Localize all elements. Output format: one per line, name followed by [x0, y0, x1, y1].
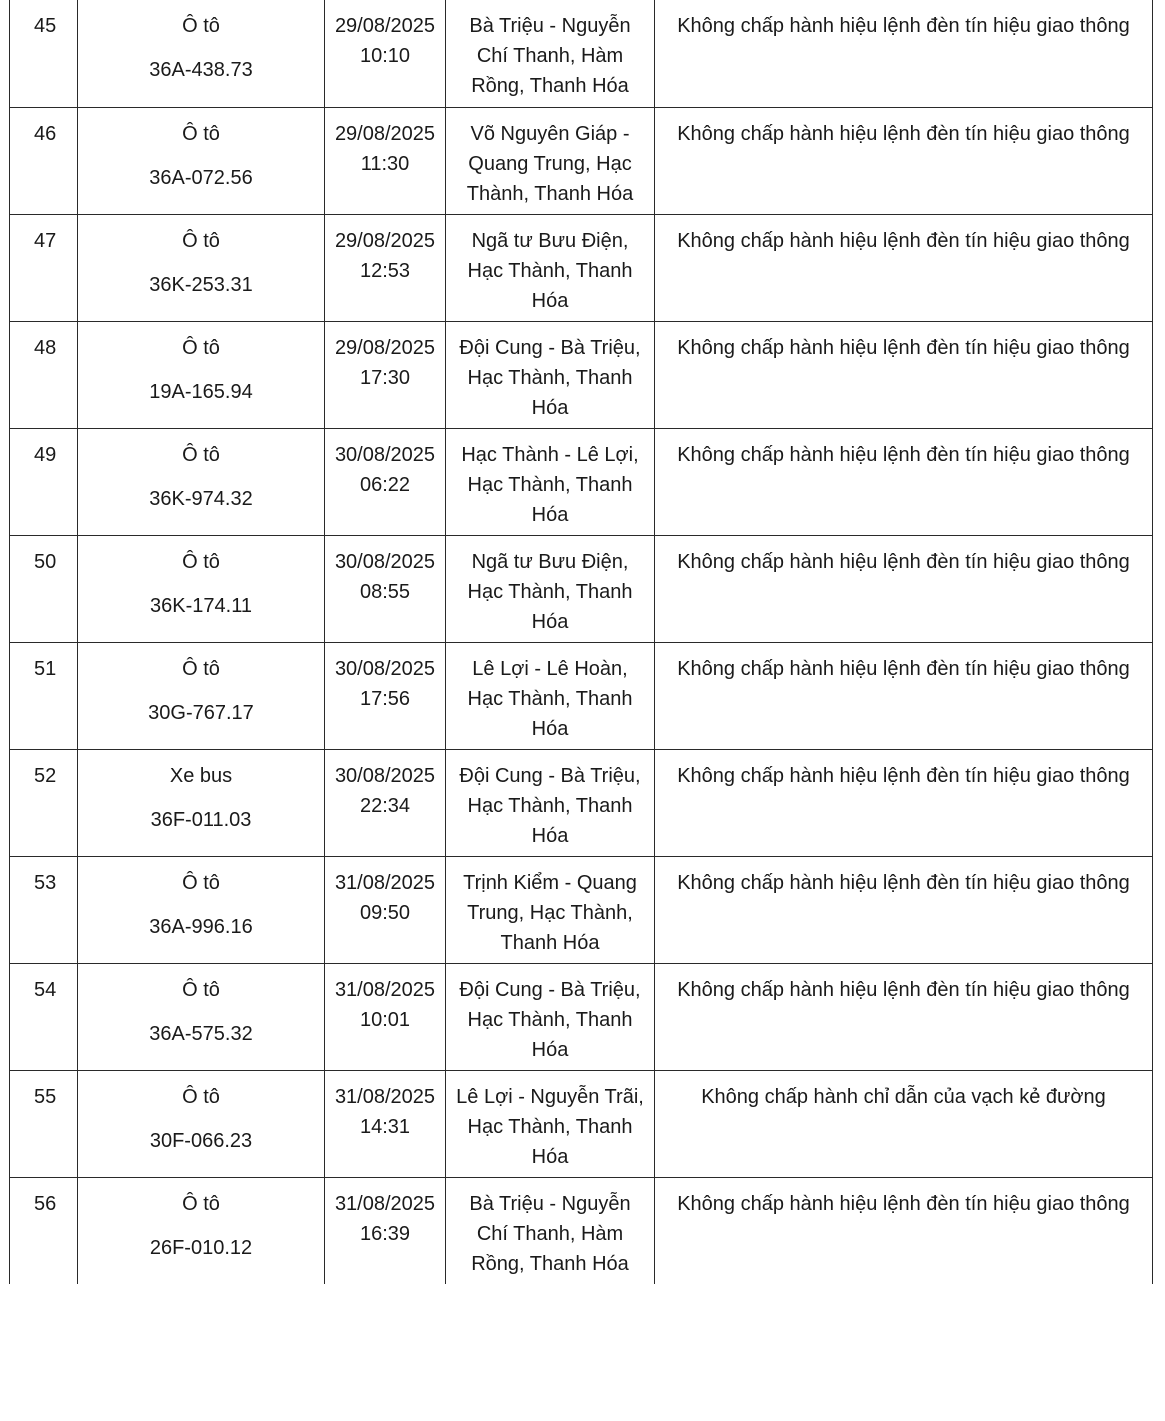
- row-number: 54: [34, 978, 57, 1001]
- violation-time: 22:34: [359, 794, 411, 817]
- license-plate: 36A-996.16: [149, 915, 253, 938]
- datetime-cell: [325, 1070, 446, 1177]
- violation-cell: Không chấp hành hiệu lệnh đèn tín hiệu giao thông: [655, 0, 1153, 107]
- location-cell: Lê Lợi - Lê Hoàn, Hạc Thành, Thanh Hóa: [446, 642, 655, 749]
- violation-cell: Không chấp hành hiệu lệnh đèn tín hiệu giao thông: [655, 321, 1153, 428]
- violation-time: 17:30: [359, 366, 411, 389]
- violation-cell: Không chấp hành hiệu lệnh đèn tín hiệu giao thông: [655, 428, 1153, 535]
- row-number-cell: [10, 856, 78, 963]
- violation-cell: Không chấp hành hiệu lệnh đèn tín hiệu giao thông: [655, 856, 1153, 963]
- violation-time: 11:30: [360, 152, 410, 175]
- row-number-cell: [10, 963, 78, 1070]
- license-plate: 36A-072.56: [149, 166, 253, 189]
- location-cell: Bà Triệu - Nguyễn Chí Thanh, Hàm Rồng, Thanh Hóa: [446, 1177, 655, 1284]
- datetime-cell: [325, 963, 446, 1070]
- vehicle-cell: [78, 107, 325, 214]
- violation-cell: Không chấp hành chỉ dẫn của vạch kẻ đường: [655, 1070, 1153, 1177]
- row-number-cell: [10, 749, 78, 856]
- violation-time: 17:56: [359, 687, 411, 710]
- location-cell: Trịnh Kiểm - Quang Trung, Hạc Thành, Thanh Hóa: [446, 856, 655, 963]
- violation-time: 06:22: [359, 473, 411, 496]
- row-number: 50: [34, 550, 57, 573]
- vehicle-cell: [78, 1070, 325, 1177]
- datetime-cell: [325, 1177, 446, 1284]
- license-plate: 30F-066.23: [149, 1129, 253, 1152]
- violation-time: 08:55: [359, 580, 411, 603]
- vehicle-cell: [78, 642, 325, 749]
- violation-cell: Không chấp hành hiệu lệnh đèn tín hiệu giao thông: [655, 535, 1153, 642]
- license-plate: 26F-010.12: [149, 1236, 253, 1259]
- violation-time: 09:50: [359, 901, 411, 924]
- table-row: [10, 856, 1153, 963]
- violation-cell: Không chấp hành hiệu lệnh đèn tín hiệu giao thông: [655, 214, 1153, 321]
- vehicle-type: Ô tô: [182, 871, 220, 894]
- row-number: 49: [34, 443, 57, 466]
- violation-cell: Không chấp hành hiệu lệnh đèn tín hiệu giao thông: [655, 1177, 1153, 1284]
- vehicle-cell: [78, 0, 325, 107]
- license-plate: 36K-974.32: [149, 487, 253, 510]
- table-row: [10, 1070, 1153, 1177]
- row-number-cell: [10, 321, 78, 428]
- datetime-cell: [325, 856, 446, 963]
- violation-date: 30/08/2025: [334, 550, 436, 573]
- vehicle-cell: [78, 963, 325, 1070]
- violation-date: 31/08/2025: [334, 978, 436, 1001]
- vehicle-cell: [78, 321, 325, 428]
- violation-date: 29/08/2025: [334, 15, 436, 37]
- location-cell: Võ Nguyên Giáp - Quang Trung, Hạc Thành, Thanh Hóa: [446, 107, 655, 214]
- row-number-cell: [10, 0, 78, 107]
- table-row: [10, 214, 1153, 321]
- violation-cell: Không chấp hành hiệu lệnh đèn tín hiệu giao thông: [655, 963, 1153, 1070]
- violation-cell: Không chấp hành hiệu lệnh đèn tín hiệu giao thông: [655, 749, 1153, 856]
- location-cell: Đội Cung - Bà Triệu, Hạc Thành, Thanh Hóa: [446, 963, 655, 1070]
- datetime-cell: [325, 535, 446, 642]
- vehicle-type: Ô tô: [182, 1085, 220, 1108]
- vehicle-cell: [78, 749, 325, 856]
- row-number-cell: [10, 1070, 78, 1177]
- location-cell: Ngã tư Bưu Điện, Hạc Thành, Thanh Hóa: [446, 214, 655, 321]
- license-plate: 36K-253.31: [149, 273, 253, 296]
- row-number-cell: [10, 107, 78, 214]
- vehicle-type: Ô tô: [182, 1192, 220, 1215]
- violation-time: 10:10: [359, 45, 411, 67]
- table-row: [10, 321, 1153, 428]
- location-cell: Đội Cung - Bà Triệu, Hạc Thành, Thanh Hóa: [446, 321, 655, 428]
- license-plate: 19A-165.94: [149, 380, 253, 403]
- violation-date: 29/08/2025: [334, 229, 436, 252]
- datetime-cell: [325, 107, 446, 214]
- vehicle-type: Ô tô: [182, 657, 220, 680]
- vehicle-type: Ô tô: [182, 229, 220, 252]
- license-plate: 30G-767.17: [148, 701, 254, 724]
- violation-date: 31/08/2025: [334, 1085, 436, 1108]
- violations-table: [9, 0, 1153, 1284]
- license-plate: 36A-438.73: [149, 59, 253, 81]
- vehicle-type: Ô tô: [182, 122, 220, 145]
- row-number: 56: [34, 1192, 57, 1215]
- violation-date: 30/08/2025: [334, 764, 436, 787]
- vehicle-cell: [78, 428, 325, 535]
- vehicle-type: Ô tô: [182, 978, 220, 1001]
- vehicle-type: Ô tô: [182, 336, 220, 359]
- vehicle-cell: [78, 856, 325, 963]
- table-row: [10, 749, 1153, 856]
- violation-date: 29/08/2025: [334, 122, 436, 145]
- row-number-cell: [10, 1177, 78, 1284]
- vehicle-cell: [78, 214, 325, 321]
- location-cell: Bà Triệu - Nguyễn Chí Thanh, Hàm Rồng, Thanh Hóa: [446, 0, 655, 107]
- violation-date: 29/08/2025: [334, 336, 436, 359]
- location-cell: Đội Cung - Bà Triệu, Hạc Thành, Thanh Hóa: [446, 749, 655, 856]
- vehicle-type: Ô tô: [182, 15, 220, 37]
- violation-time: 12:53: [359, 259, 411, 282]
- datetime-cell: [325, 321, 446, 428]
- table-row: [10, 535, 1153, 642]
- table-row: [10, 963, 1153, 1070]
- vehicle-type: Ô tô: [182, 443, 220, 466]
- table-row: [10, 642, 1153, 749]
- table-row: [10, 428, 1153, 535]
- datetime-cell: [325, 214, 446, 321]
- row-number-cell: [10, 642, 78, 749]
- datetime-cell: [325, 428, 446, 535]
- violation-date: 30/08/2025: [334, 443, 436, 466]
- datetime-cell: [325, 0, 446, 107]
- row-number: 45: [34, 15, 57, 37]
- location-cell: Hạc Thành - Lê Lợi, Hạc Thành, Thanh Hóa: [446, 428, 655, 535]
- vehicle-cell: [78, 535, 325, 642]
- table-row: [10, 0, 1153, 107]
- license-plate: 36A-575.32: [149, 1022, 253, 1045]
- datetime-cell: [325, 749, 446, 856]
- violation-time: 10:01: [359, 1008, 411, 1031]
- vehicle-type: Xe bus: [169, 764, 233, 787]
- row-number: 53: [34, 871, 57, 894]
- datetime-cell: [325, 642, 446, 749]
- license-plate: 36F-011.03: [150, 808, 252, 831]
- location-cell: Ngã tư Bưu Điện, Hạc Thành, Thanh Hóa: [446, 535, 655, 642]
- license-plate: 36K-174.11: [150, 594, 252, 617]
- row-number-cell: [10, 535, 78, 642]
- violation-date: 31/08/2025: [334, 871, 436, 894]
- row-number-cell: [10, 428, 78, 535]
- vehicle-cell: [78, 1177, 325, 1284]
- violation-time: 14:31: [359, 1115, 411, 1138]
- table-row: [10, 107, 1153, 214]
- violation-cell: Không chấp hành hiệu lệnh đèn tín hiệu giao thông: [655, 642, 1153, 749]
- row-number: 46: [34, 122, 57, 145]
- location-cell: Lê Lợi - Nguyễn Trãi, Hạc Thành, Thanh Hóa: [446, 1070, 655, 1177]
- row-number: 48: [34, 336, 57, 359]
- vehicle-type: Ô tô: [182, 550, 220, 573]
- violation-cell: Không chấp hành hiệu lệnh đèn tín hiệu giao thông: [655, 107, 1153, 214]
- row-number-cell: [10, 214, 78, 321]
- violation-date: 31/08/2025: [334, 1192, 436, 1215]
- row-number: 51: [34, 657, 57, 680]
- violation-date: 30/08/2025: [334, 657, 436, 680]
- row-number: 52: [34, 764, 57, 787]
- violation-time: 16:39: [359, 1222, 411, 1245]
- row-number: 47: [34, 229, 57, 252]
- table-row: [10, 1177, 1153, 1284]
- row-number: 55: [34, 1085, 57, 1108]
